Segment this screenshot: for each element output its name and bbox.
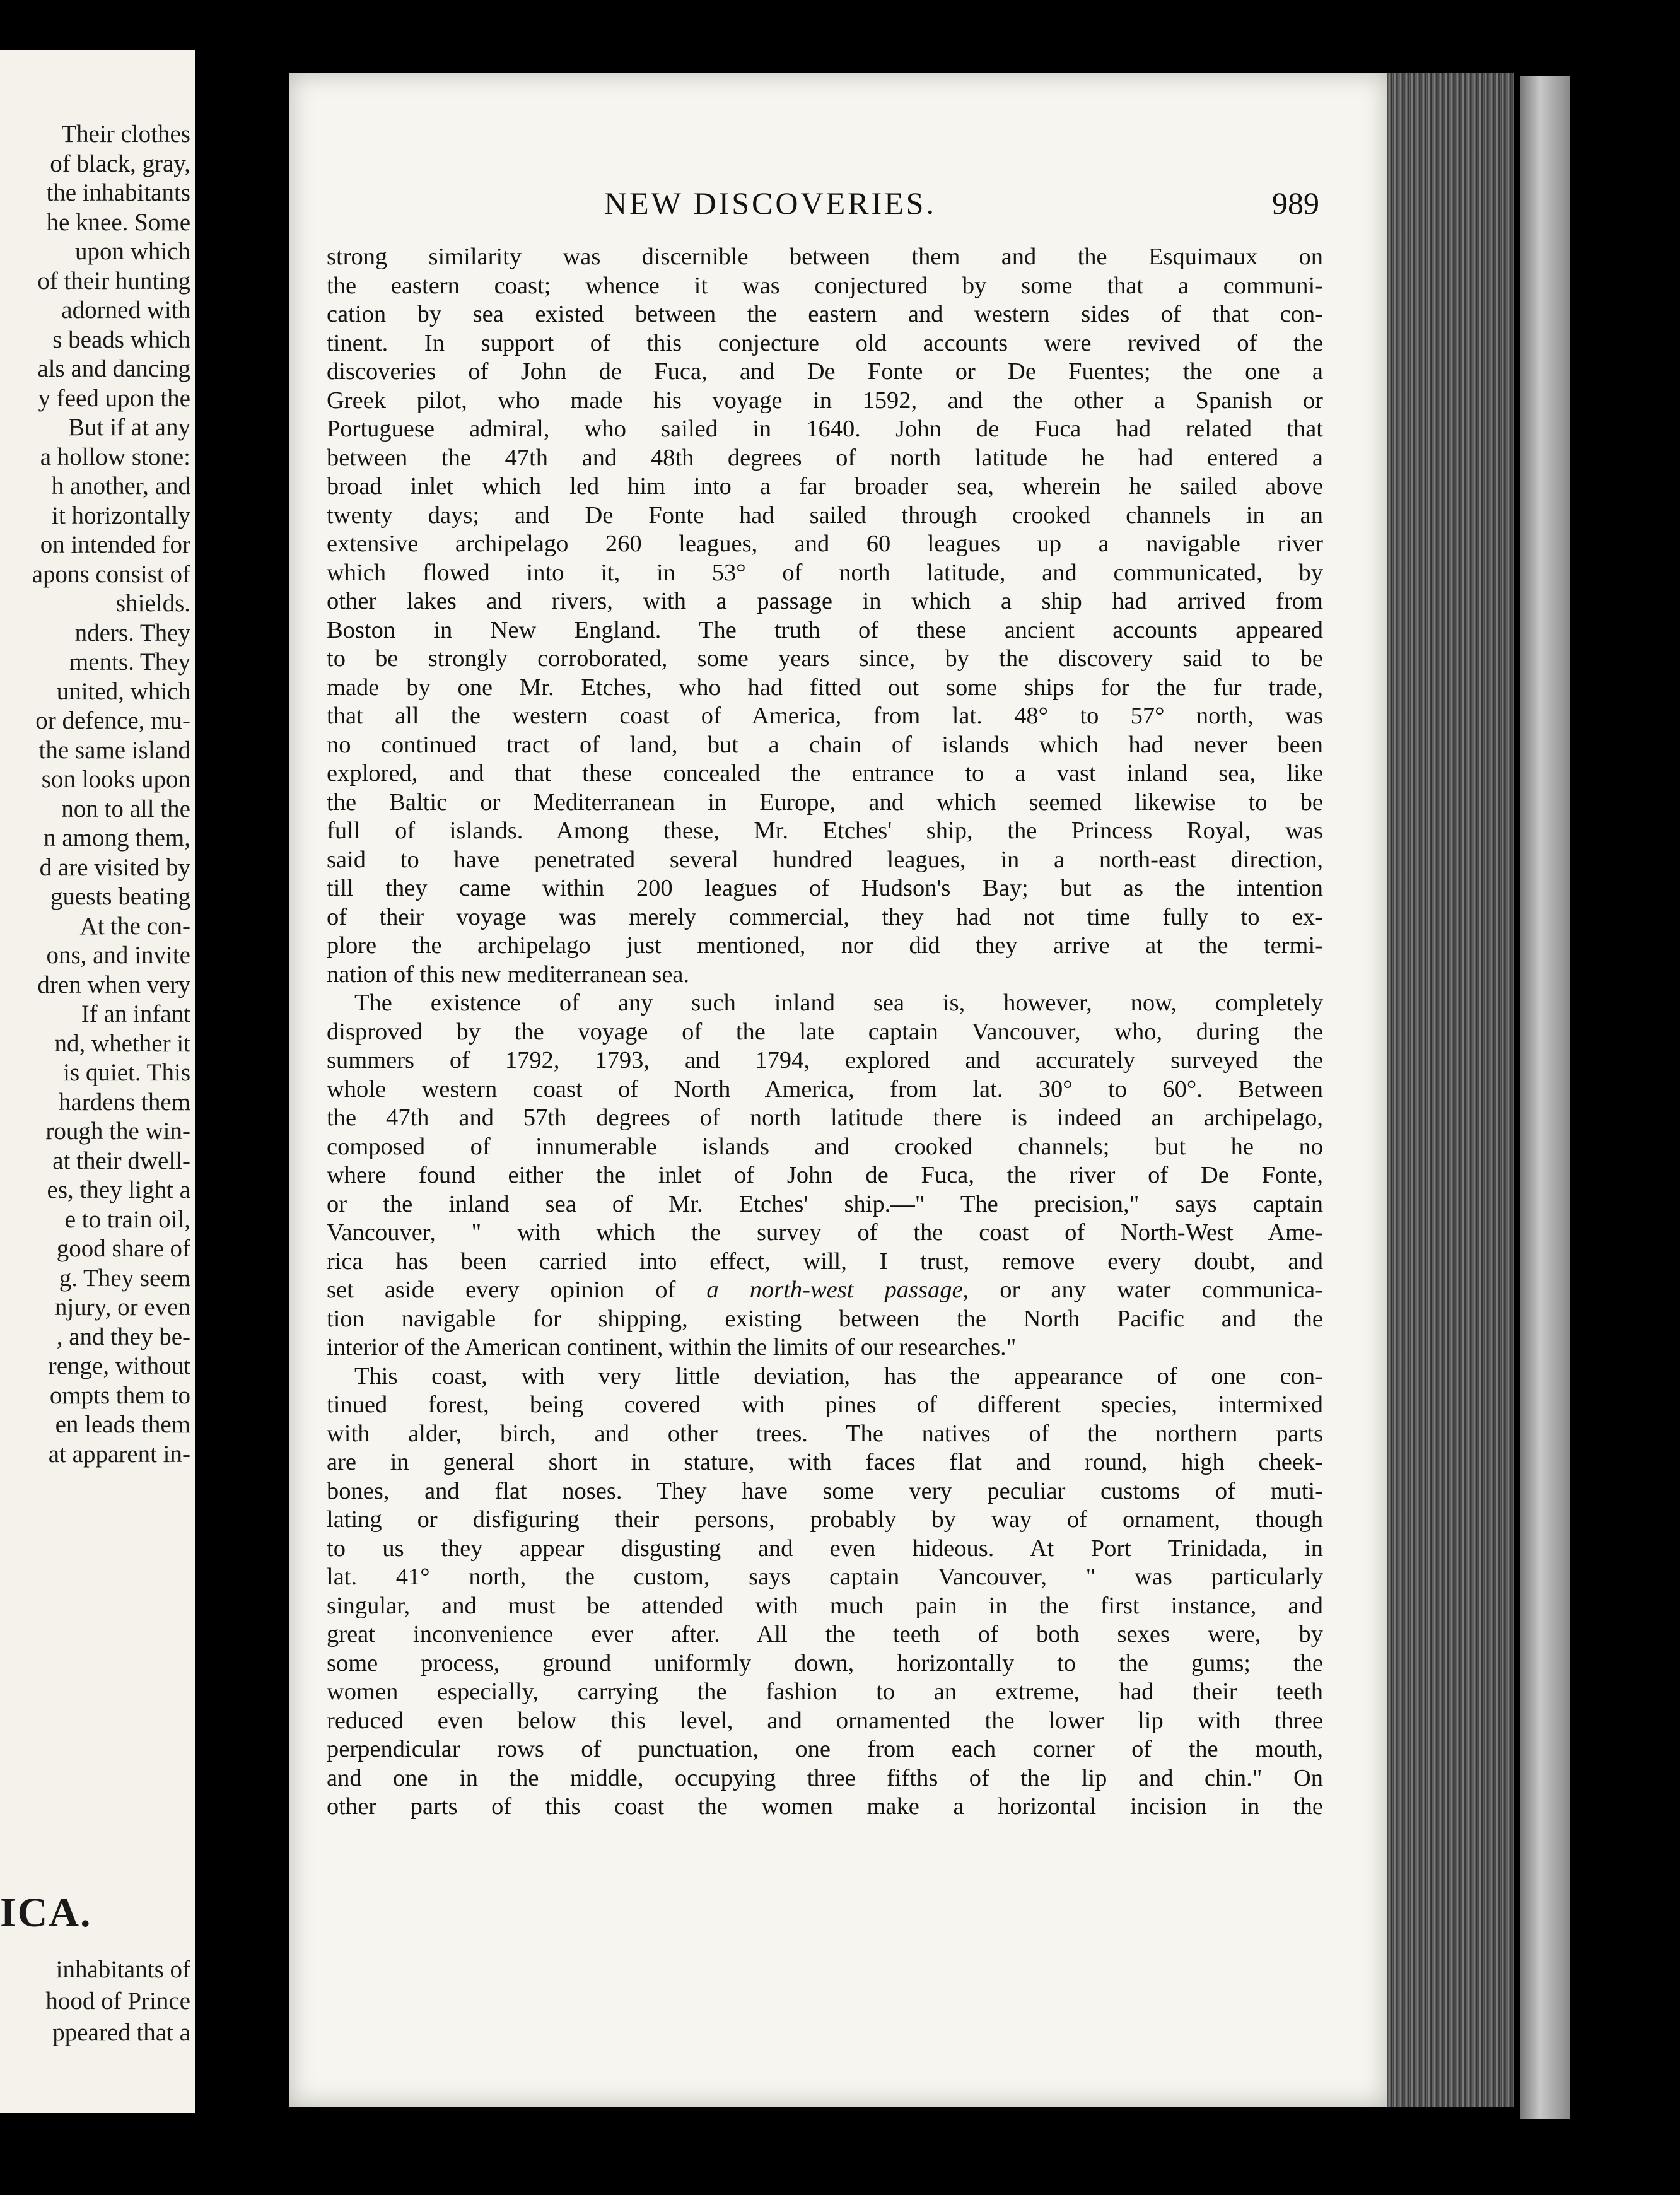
fragment-line: guests beating [50, 883, 190, 910]
text-line: till they came within 200 leagues of Hudson's Bay; but as the intention [327, 875, 1323, 901]
text-line: the Baltic or Mediterranean in Europe, and which seemed likewise to be [327, 788, 1323, 816]
text-line: interior of the American continent, within the limits of our researches." [327, 1334, 1017, 1361]
text-line: some process, ground uniformly down, horizontally to the gums; the [327, 1649, 1323, 1677]
fragment-line: y feed upon the [38, 384, 190, 412]
text-line: lating or disfiguring their persons, probably by way of ornament, though [327, 1506, 1323, 1533]
fragment-line: it horizontally [52, 501, 190, 529]
fragment-line: renge, without [48, 1352, 190, 1379]
text-line: discoveries of John de Fuca, and De Fonte or De Fuentes; the one a [327, 358, 1323, 385]
fragment-line: son looks upon [41, 766, 190, 793]
italic-phrase: a north-west passage [706, 1277, 963, 1303]
text-line: singular, and must be attended with much pain in the first instance, and [327, 1592, 1323, 1619]
text-line: or the inland sea of Mr. Etches' ship.—" The precision," says captain [327, 1190, 1323, 1217]
fragment-line: is quiet. This [63, 1059, 190, 1086]
text-line: perpendicular rows of punctuation, one from each corner of the mouth, [327, 1736, 1323, 1762]
text-line: other parts of this coast the women make a horizontal incision in the [327, 1793, 1323, 1820]
fragment-line: inhabitants of [55, 1956, 190, 1983]
text-line: to us they appear disgusting and even hideous. At Port Trinidada, in [327, 1535, 1323, 1562]
text-line: reduced even below this level, and ornamented the lower lip with three [327, 1707, 1323, 1734]
text-line: whole western coast of North America, from lat. 30° to 60°. Between [327, 1075, 1323, 1103]
text-line: between the 47th and 48th degrees of north latitude he had entered a [327, 444, 1323, 471]
text-line: that all the western coast of America, from lat. 48° to 57° north, was [327, 703, 1323, 729]
text-line: no continued tract of land, but a chain of islands which had never been [327, 731, 1323, 758]
book-cover-edge [1520, 76, 1570, 2119]
text-line: the eastern coast; whence it was conjectured by some that a communi- [327, 272, 1323, 299]
text-line: which flowed into it, in 53° of north latitude, and communicated, by [327, 559, 1323, 586]
previous-page-fragment [0, 50, 195, 2113]
text-line: summers of 1792, 1793, and 1794, explored and accurately surveyed the [327, 1047, 1323, 1074]
fragment-line: the same island [38, 736, 190, 764]
fragment-line: ompts them to [49, 1381, 190, 1409]
running-title: NEW DISCOVERIES. [604, 185, 936, 221]
text-line: tinent. In support of this conjecture old accounts were revived of the [327, 329, 1323, 356]
text-line: are in general short in stature, with faces flat and round, high cheek- [327, 1449, 1323, 1475]
text-line: tinued forest, being covered with pines of different species, intermixed [327, 1391, 1323, 1418]
fragment-line: But if at any [68, 414, 190, 441]
fragment-line: shields. [115, 590, 190, 617]
text-line: great inconvenience ever after. All the teeth of both sexes were, by [327, 1621, 1323, 1648]
text-line: where found either the inlet of John de Fuca, the river of De Fonte, [327, 1162, 1323, 1188]
text-line: Portuguese admiral, who sailed in 1640. John de Fuca had related that [327, 416, 1323, 442]
text-line: explored, and that these concealed the entrance to a vast inland sea, like [327, 760, 1323, 787]
fragment-line: g. They seem [59, 1264, 190, 1292]
fragment-line: njury, or even [54, 1294, 190, 1321]
fragment-line: at apparent in- [48, 1440, 190, 1468]
text-line: women especially, carrying the fashion to an extreme, had their teeth [327, 1678, 1323, 1705]
fragment-line: at their dwell- [52, 1147, 190, 1174]
body-text [327, 243, 1323, 1822]
text-line: The existence of any such inland sea is, however, now, completely [354, 990, 1323, 1016]
fragment-line: united, which [56, 677, 190, 705]
fragment-line: n among them, [44, 824, 190, 852]
text-line: the 47th and 57th degrees of north latitude there is indeed an archipelago, [327, 1104, 1323, 1131]
text-line: said to have penetrated several hundred leagues, in a north-east direction, [327, 846, 1323, 873]
text-line: other lakes and rivers, with a passage in which a ship had arrived from [327, 588, 1323, 614]
fragment-line: apons consist of [32, 560, 190, 588]
fragment-line: en leads them [55, 1411, 190, 1438]
text-line: Greek pilot, who made his voyage in 1592, and the other a Spanish or [327, 387, 1323, 414]
fragment-line: e to train oil, [64, 1205, 190, 1233]
fragment-line: hood of Prince [45, 1987, 190, 2015]
text-line: broad inlet which led him into a far broader sea, wherein he sailed above [327, 473, 1323, 500]
fragment-line: ppeared that a [52, 2019, 190, 2046]
text-line: and one in the middle, occupying three fifths of the lip and chin." On [327, 1764, 1323, 1791]
text-line: of their voyage was merely commercial, they had not time fully to ex- [327, 903, 1323, 930]
fragment-line: on intended for [40, 531, 190, 558]
fragment-line: , and they be- [56, 1323, 190, 1350]
book-page [289, 73, 1387, 2107]
fragment-line: the inhabitants [46, 179, 190, 206]
fragment-line: es, they light a [47, 1176, 190, 1203]
text-segment: , or any water communica- [962, 1277, 1323, 1303]
fragment-line: a hollow stone: [40, 443, 190, 471]
text-line: lat. 41° north, the custom, says captain Vancouver, " was particularly [327, 1564, 1323, 1590]
text-line: strong similarity was discernible between them and the Esquimaux on [327, 243, 1323, 270]
fragment-line: If an infant [81, 1000, 190, 1027]
text-line: twenty days; and De Fonte had sailed through crooked channels in an [327, 501, 1323, 529]
text-line: nation of this new mediterranean sea. [327, 961, 690, 988]
fragment-line: Their clothes [61, 120, 190, 148]
fragment-heading: ICA. [0, 1890, 92, 1936]
text-line: extensive archipelago 260 leagues, and 60 leagues up a navigable river [327, 530, 1323, 557]
fragment-line: adorned with [61, 296, 190, 324]
page-gutter [195, 25, 296, 2195]
fragment-line: rough the win- [45, 1118, 190, 1145]
page-number: 989 [1272, 185, 1319, 221]
text-line: disproved by the voyage of the late captain Vancouver, who, during the [327, 1018, 1323, 1045]
text-line [327, 1276, 1323, 1305]
text-line: composed of innumerable islands and crooked channels; but he no [327, 1133, 1323, 1160]
text-line: with alder, birch, and other trees. The natives of the northern parts [327, 1420, 1323, 1447]
text-line: plore the archipelago just mentioned, nor did they arrive at the termi- [327, 932, 1323, 959]
fragment-line: non to all the [61, 795, 190, 822]
fragment-line: ons, and invite [46, 942, 190, 969]
fragment-line: he knee. Some [46, 208, 190, 236]
fragment-line: or defence, mu- [35, 707, 190, 734]
page-edges [1387, 73, 1514, 2107]
fragment-line: hardens them [58, 1088, 190, 1116]
text-line: to be strongly corroborated, some years since, by the discovery said to be [327, 645, 1323, 672]
text-line: made by one Mr. Etches, who had fitted out some ships for the fur trade, [327, 674, 1323, 701]
fragment-line: s beads which [52, 325, 190, 353]
text-line: cation by sea existed between the eastern and western sides of that con- [327, 301, 1323, 327]
text-line: rica has been carried into effect, will, I trust, remove every doubt, and [327, 1248, 1323, 1275]
fragment-line: good share of [56, 1235, 190, 1262]
fragment-line: dren when very [37, 971, 190, 998]
text-segment: set aside every opinion of [327, 1277, 707, 1303]
fragment-line: of black, gray, [50, 149, 190, 177]
text-line: full of islands. Among these, Mr. Etches' ship, the Princess Royal, was [327, 817, 1323, 844]
fragment-line: als and dancing [37, 355, 190, 382]
fragment-line: ments. They [69, 648, 190, 676]
fragment-line: nders. They [74, 619, 190, 647]
fragment-line: At the con- [79, 912, 190, 940]
fragment-line: upon which [74, 238, 190, 265]
text-line: tion navigable for shipping, existing between the North Pacific and the [327, 1305, 1323, 1332]
fragment-line: h another, and [51, 472, 190, 500]
fragment-line: nd, whether it [54, 1029, 190, 1057]
text-line: bones, and flat noses. They have some very peculiar customs of muti- [327, 1477, 1323, 1504]
text-line: Vancouver, " with which the survey of the coast of North-West Ame- [327, 1219, 1323, 1246]
text-line: This coast, with very little deviation, has the appearance of one con- [354, 1362, 1323, 1390]
text-line: Boston in New England. The truth of these ancient accounts appeared [327, 616, 1323, 643]
fragment-line: of their hunting [37, 267, 190, 295]
running-head [289, 185, 1387, 223]
fragment-line: d are visited by [39, 853, 190, 881]
